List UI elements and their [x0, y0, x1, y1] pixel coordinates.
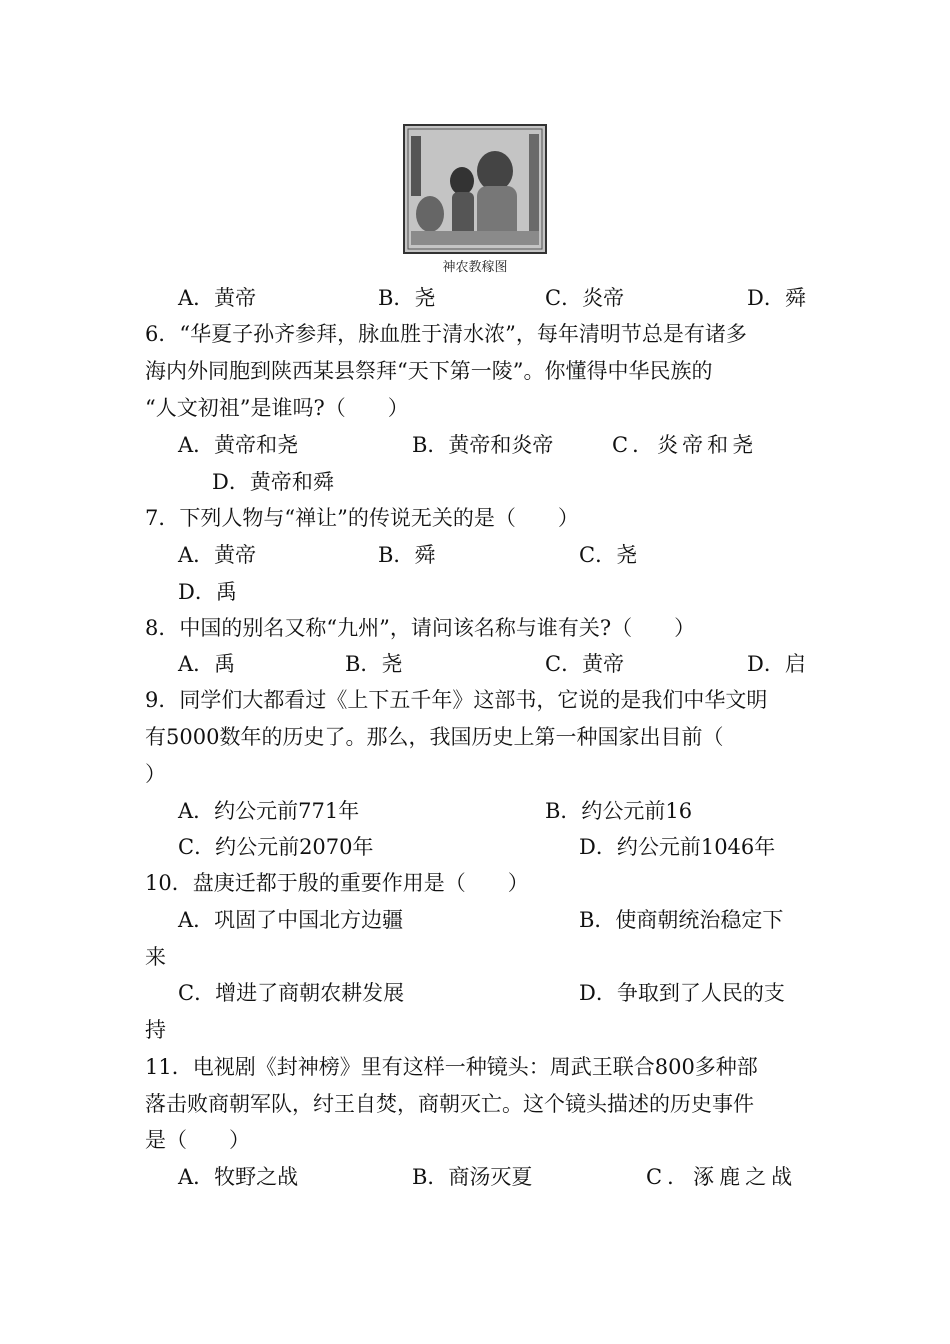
q6-option-c: C．炎帝和尧	[612, 433, 758, 457]
q11-stem-line-2: 落击败商朝军队，纣王自焚，商朝灭亡。这个镜头描述的历史事件	[145, 1092, 754, 1116]
q8-option-d: D．启	[747, 652, 806, 676]
q7-option-c: C．尧	[579, 543, 638, 567]
q10-option-d: D．争取到了人民的支	[579, 981, 785, 1005]
q9-stem-line-2: 有5000数年的历史了。那么，我国历史上第一种国家出目前（	[145, 725, 724, 749]
q6-stem-line-3: “人文初祖”是谁吗?（ ）	[145, 396, 409, 420]
q5-option-c: C．炎帝	[545, 286, 625, 310]
q6-option-d: D．黄帝和舜	[212, 470, 334, 494]
q9-option-a: A．约公元前771年	[178, 799, 360, 823]
q7-option-a: A．黄帝	[178, 543, 257, 567]
q7-stem: 7．下列人物与“禅让”的传说无关的是（ ）	[145, 506, 579, 530]
shennong-illustration	[403, 124, 547, 254]
q9-stem-line-3: ）	[145, 762, 166, 786]
q11-option-c: C．涿鹿之战	[646, 1165, 798, 1189]
q10-option-b: B．使商朝统治稳定下	[579, 908, 784, 932]
q9-option-d: D．约公元前1046年	[579, 835, 776, 859]
q8-stem: 8．中国的别名又称“九州”，请问该名称与谁有关?（ ）	[145, 616, 696, 640]
q10-option-b-wrap: 来	[145, 945, 166, 969]
q11-option-a: A．牧野之战	[178, 1165, 299, 1189]
q9-option-b: B．约公元前16	[545, 799, 693, 823]
q6-option-b: B．黄帝和炎帝	[412, 433, 554, 457]
q8-option-a: A．禹	[178, 652, 236, 676]
q10-stem: 10．盘庚迁都于殷的重要作用是（ ）	[145, 871, 529, 895]
q8-option-b: B．尧	[345, 652, 403, 676]
q9-option-c: C．约公元前2070年	[178, 835, 374, 859]
q10-option-d-wrap: 持	[145, 1018, 166, 1042]
q10-option-c: C．增进了商朝农耕发展	[178, 981, 405, 1005]
q7-option-d: D．禹	[178, 580, 237, 604]
q6-stem-line-2: 海内外同胞到陕西某县祭拜“天下第一陵”。你懂得中华民族的	[145, 359, 713, 383]
q7-option-b: B．舜	[378, 543, 436, 567]
q11-option-b: B．商汤灭夏	[412, 1165, 533, 1189]
q6-stem-line-1: 6．“华夏子孙齐参拜，脉血胜于清水浓”，每年清明节总是有诸多	[145, 322, 747, 346]
q11-stem-line-1: 11．电视剧《封神榜》里有这样一种镜头：周武王联合800多种部	[145, 1055, 758, 1079]
q10-option-a: A．巩固了中国北方边疆	[178, 908, 404, 932]
q5-option-d: D．舜	[747, 286, 806, 310]
q11-stem-line-3: 是（ ）	[145, 1128, 250, 1152]
q5-option-a: A．黄帝	[178, 286, 257, 310]
q8-option-c: C．黄帝	[545, 652, 625, 676]
figure-caption: 神农教稼图	[442, 260, 508, 275]
q6-option-a: A．黄帝和尧	[178, 433, 299, 457]
q9-stem-line-1: 9．同学们大都看过《上下五千年》这部书，它说的是我们中华文明	[145, 688, 768, 712]
q5-option-b: B．尧	[378, 286, 436, 310]
